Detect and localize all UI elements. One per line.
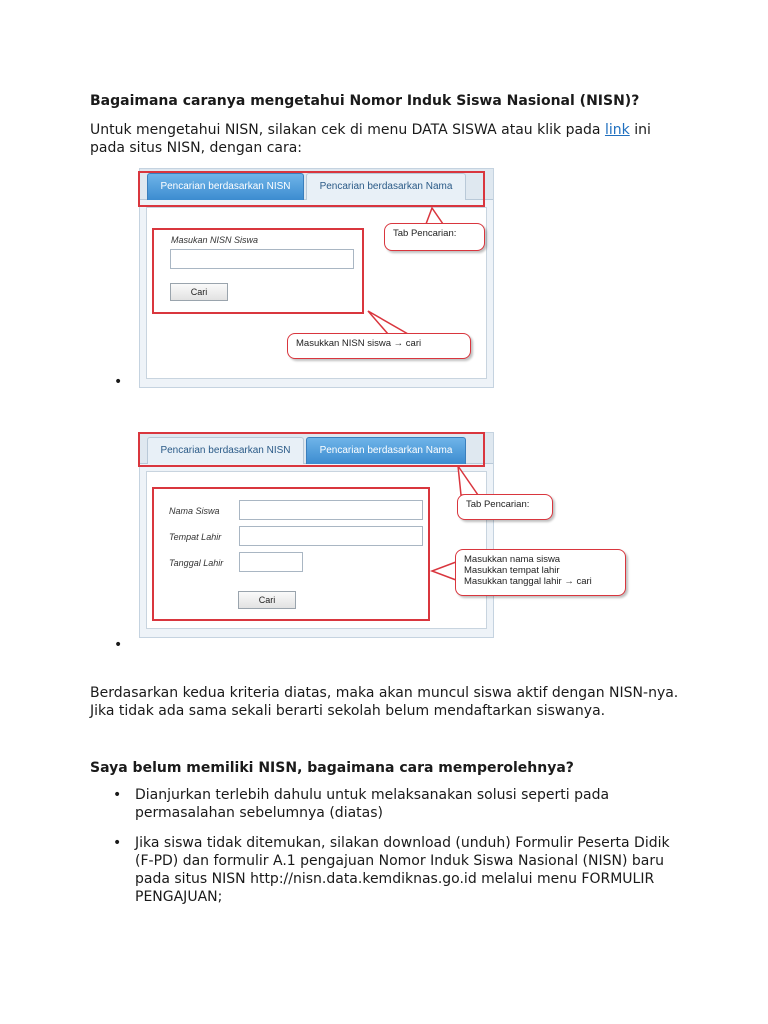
section-heading-obtain-nisn: Saya belum memiliki NISN, bagaimana cara memperolehnya? xyxy=(90,760,574,776)
bullet: • xyxy=(113,787,122,803)
list-item xyxy=(90,786,710,822)
intro-text: Untuk mengetahui NISN, silakan cek di menu DATA SISWA atau klik pada xyxy=(90,122,601,138)
bullet: • xyxy=(114,374,123,390)
nisn-link[interactable]: link xyxy=(604,122,630,138)
intro-text-after-link: ini xyxy=(634,122,651,138)
tab-search-nisn[interactable]: Pencarian berdasarkan NISN xyxy=(147,173,304,200)
callout-line-nama: Masukkan nama siswa xyxy=(464,554,561,565)
tab-search-nama[interactable]: Pencarian berdasarkan Nama xyxy=(306,437,466,464)
nama-field-label: Nama Siswa xyxy=(169,506,220,516)
list-item-line: PENGAJUAN; xyxy=(135,889,223,905)
nisn-field-label: Masukan NISN Siswa xyxy=(171,235,259,245)
search-button[interactable]: Cari xyxy=(170,283,228,301)
tab-search-nama[interactable]: Pencarian berdasarkan Nama xyxy=(306,173,466,200)
tab-search-nisn[interactable]: Pencarian berdasarkan NISN xyxy=(147,437,304,464)
callout-line-tempat: Masukkan tempat lahir xyxy=(464,565,560,576)
result-paragraph-line2: Jika tidak ada sama sekali berarti sekolah belum mendaftarkan siswanya. xyxy=(90,703,606,719)
callout-enter-nisn-text: Masukkan NISN siswa → cari xyxy=(296,338,422,349)
tempat-lahir-label: Tempat Lahir xyxy=(169,532,222,542)
search-button[interactable]: Cari xyxy=(238,591,296,609)
list-item-line: permasalahan sebelumnya (diatas) xyxy=(135,805,383,821)
steps-list xyxy=(90,786,710,906)
callout-tab-search-text: Tab Pencarian: xyxy=(466,499,530,510)
callout-enter-details xyxy=(455,549,626,596)
intro-paragraph-line2: pada situs NISN, dengan cara: xyxy=(90,140,303,156)
section-heading-nisn: Bagaimana caranya mengetahui Nomor Induk Siswa Nasional (NISN)? xyxy=(90,93,640,109)
result-paragraph-line1: Berdasarkan kedua kriteria diatas, maka akan muncul siswa aktif dengan NISN-nya. xyxy=(90,685,679,701)
list-item-line: pada situs NISN http://nisn.data.kemdiknas.go.id melalui menu FORMULIR xyxy=(135,871,655,887)
list-item-line: Jika siswa tidak ditemukan, silakan download (unduh) Formulir Peserta Didik xyxy=(135,835,670,851)
bullet: • xyxy=(114,637,123,653)
bullet: • xyxy=(113,835,122,851)
list-item-line: Dianjurkan terlebih dahulu untuk melaksanakan solusi seperti pada xyxy=(135,787,610,803)
callout-tab-search xyxy=(457,494,553,520)
list-item-line: (F-PD) dan formulir A.1 pengajuan Nomor Induk Siswa Nasional (NISN) baru xyxy=(135,853,664,869)
list-item xyxy=(90,834,710,906)
callout-tab-search-text: Tab Pencarian: xyxy=(393,228,457,239)
tanggal-lahir-label: Tanggal Lahir xyxy=(169,558,224,568)
callout-line-tanggal: Masukkan tanggal lahir → cari xyxy=(464,576,592,587)
